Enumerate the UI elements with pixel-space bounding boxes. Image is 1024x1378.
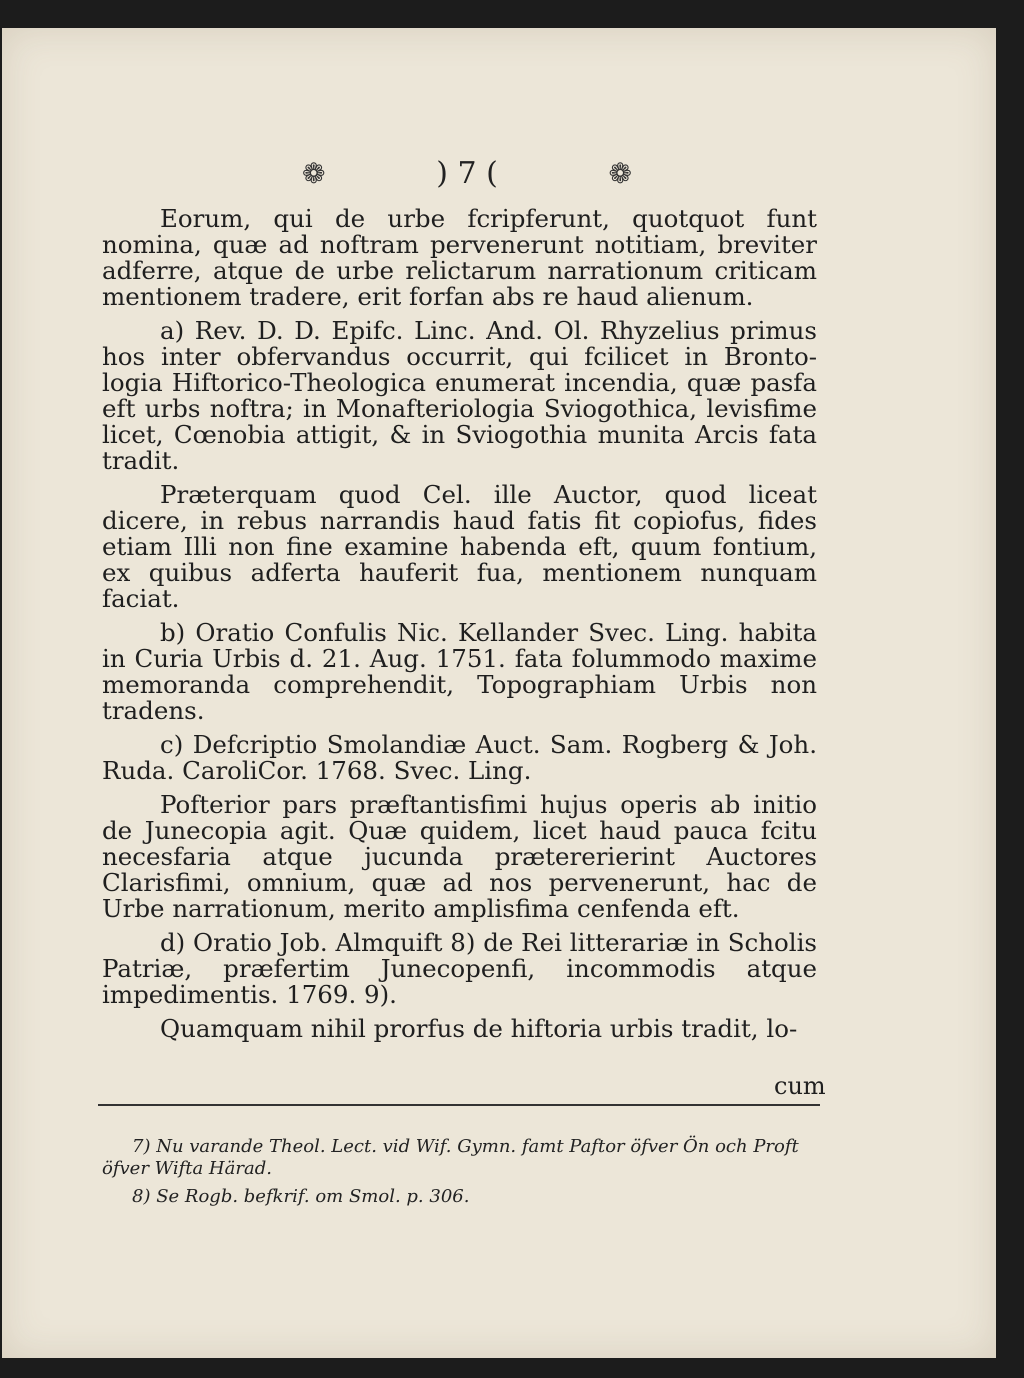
paragraph-d-comment: Quamquam nihil prorfus de hiftoria urbis tradit, lo- bbox=[160, 1014, 798, 1043]
paragraph-c: c) Defcriptio Smolandiæ Auct. Sam. Rogberg & Joh. Ruda. CaroliCor. 1768. Svec. Ling. bbox=[102, 730, 817, 785]
right-ornament-icon: ❁ bbox=[608, 157, 632, 190]
footnote-8: 8) Se Rogb. befkrif. om Smol. p. 306. bbox=[132, 1186, 470, 1207]
footnote-7: 7) Nu varande Theol. Lect. vid Wif. Gymn. famt Paftor öfver Ön och Proft öfver Wifta Härad. bbox=[102, 1136, 799, 1179]
left-ornament-icon: ❁ bbox=[302, 157, 326, 190]
paragraph-a-comment: Præterquam quod Cel. ille Auctor, quod liceat dicere, in rebus narrandis haud fatis fit copiofus, fides etiam Illi non fine examine habenda eft, quum fontium, ex quibus adferta hauferit fua, mentionem nunquam faciat. bbox=[102, 480, 817, 613]
body-text bbox=[102, 206, 817, 1042]
paragraph-d: d) Oratio Job. Almquift 8) de Rei litterariæ in Scholis Patriæ, præfertim Junecopenfi, incommodis atque impedimentis. 1769. 9). bbox=[102, 928, 817, 1009]
catchword: cum bbox=[774, 1072, 826, 1100]
footnote-rule bbox=[98, 1104, 820, 1106]
footnotes bbox=[102, 1136, 817, 1214]
page-number: ) 7 ( bbox=[436, 156, 498, 191]
paragraph-a: a) Rev. D. D. Epifc. Linc. And. Ol. Rhyzelius primus hos inter obfervandus occurrit, qui fcilicet in Bronto-logia Hiftorico-Theologica enumerat incendia, quæ pasfa eft urbs noftra; in Monafteriologia Sviogothica, levisfime licet, Cœnobia attigit, & in Sviogothia munita Arcis fata tradit. bbox=[102, 316, 817, 475]
paragraph-c-comment: Pofterior pars præftantisfimi hujus operis ab initio de Junecopia agit. Quæ quidem, licet haud pauca fcitu necesfaria atque jucunda prætererierint Auctores Clarisfimi, omnium, quæ ad nos pervenerunt, hac de Urbe narrationum, merito amplisfima cenfenda eft. bbox=[102, 790, 817, 923]
paragraph-b: b) Oratio Confulis Nic. Kellander Svec. Ling. habita in Curia Urbis d. 21. Aug. 1751. fata folummodo maxime memoranda comprehendit, Topographiam Urbis non tradens. bbox=[102, 618, 817, 725]
paragraph-intro: Eorum, qui de urbe fcripferunt, quotquot funt nomina, quæ ad noftram pervenerunt notitiam, breviter adferre, atque de urbe relictarum narrationum criticam mentionem tradere, erit forfan abs re haud alienum. bbox=[102, 204, 817, 311]
running-header bbox=[302, 156, 632, 191]
book-page bbox=[2, 28, 996, 1358]
